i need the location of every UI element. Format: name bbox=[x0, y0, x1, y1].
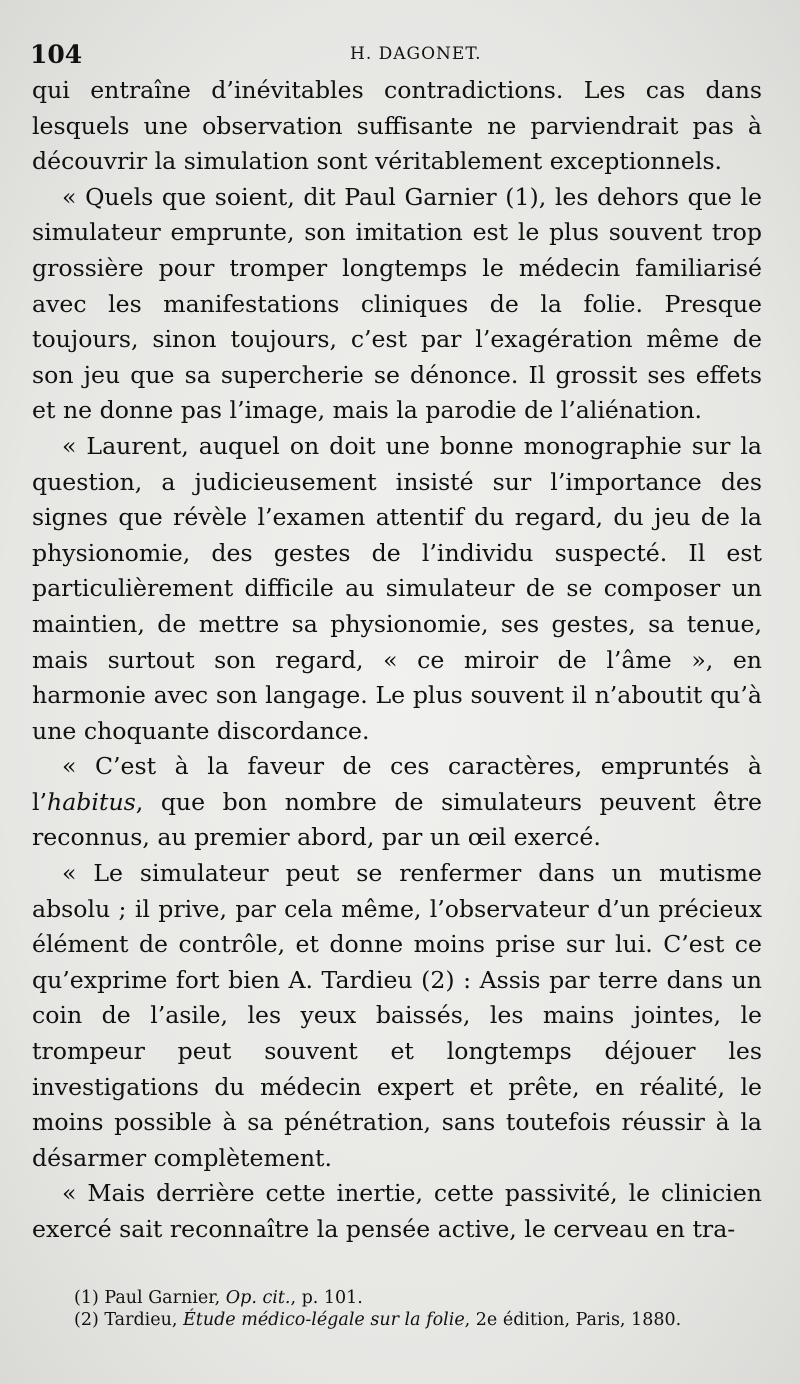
habitus-italic: habitus bbox=[47, 787, 136, 816]
page-header bbox=[30, 40, 760, 70]
footnote-1 bbox=[44, 1287, 768, 1309]
footnote-1-before: (1) Paul Garnier, bbox=[74, 1288, 226, 1308]
footnote-2-italic: Étude médico-légale sur la folie bbox=[183, 1310, 465, 1330]
habitus-before: « C’est à la faveur de ces caractères, empruntés à l’ bbox=[32, 752, 762, 816]
habitus-after: , que bon nombre de simulateurs peuvent être reconnus, au premier abord, par un œil exercé. bbox=[32, 787, 762, 852]
page-number: 104 bbox=[30, 40, 83, 69]
paragraph-garnier-quote: « Quels que soient, dit Paul Garnier (1), les dehors que le simulateur emprunte, son imitation est le plus souvent trop grossière pour tromper longtemps le médecin familiarisé avec les manifestations cliniques de la folie. Presque toujours, sinon toujours, c’est par l’exagération même de son jeu que sa supercherie se dénonce. Il grossit ses effets et ne donne pas l’image, mais la parodie de l’aliénation. bbox=[32, 182, 762, 425]
footnote-2-after: , 2e édition, Paris, 1880. bbox=[464, 1310, 682, 1330]
paragraph-mutisme: « Le simulateur peut se renfermer dans un mutisme absolu ; il prive, par cela même, l’observateur d’un précieux élément de contrôle, et donne moins prise sur lui. C’est ce qu’exprime fort bien A. Tardieu (2) : Assis par terre dans un coin de l’asile, les yeux baissés, les mains jointes, le trompeur peut souvent et longtemps déjouer les investigations du médecin expert et prête, en réalité, le moins possible à sa pénétration, sans toutefois réussir à la désarmer complètement. bbox=[32, 859, 762, 1172]
paragraph-inertie: « Mais derrière cette inertie, cette passivité, le clinicien exercé sait reconnaître la pensée active, le cerveau en tra- bbox=[32, 1179, 762, 1243]
running-head: H. DAGONET. bbox=[350, 44, 482, 64]
paragraph-laurent: « Laurent, auquel on doit une bonne monographie sur la question, a judicieusement insisté sur l’importance des signes que révèle l’examen attentif du regard, du jeu de la physionomie, des gestes de l’individu suspecté. Il est particulièrement difficile au simulateur de se composer un maintien, de mettre sa physionomie, ses gestes, sa tenue, mais surtout son regard, « ce miroir de l’âme », en harmonie avec son langage. Le plus souvent il n’aboutit qu’à une choquante discordance. bbox=[32, 431, 762, 745]
footnote-1-after: , p. 101. bbox=[290, 1288, 363, 1308]
paragraph-continuation: qui entraîne d’inévitables contradictions. Les cas dans lesquels une observation suffisante ne parviendrait pas à découvrir la simulation sont véritablement exceptionnels. bbox=[32, 76, 762, 176]
footnotes bbox=[44, 1287, 768, 1331]
footnote-2-before: (2) Tardieu, bbox=[74, 1310, 184, 1330]
body-text bbox=[32, 73, 762, 1248]
footnote-2 bbox=[44, 1309, 768, 1331]
footnote-1-italic: Op. cit. bbox=[225, 1288, 291, 1308]
paragraph-habitus bbox=[32, 749, 762, 856]
